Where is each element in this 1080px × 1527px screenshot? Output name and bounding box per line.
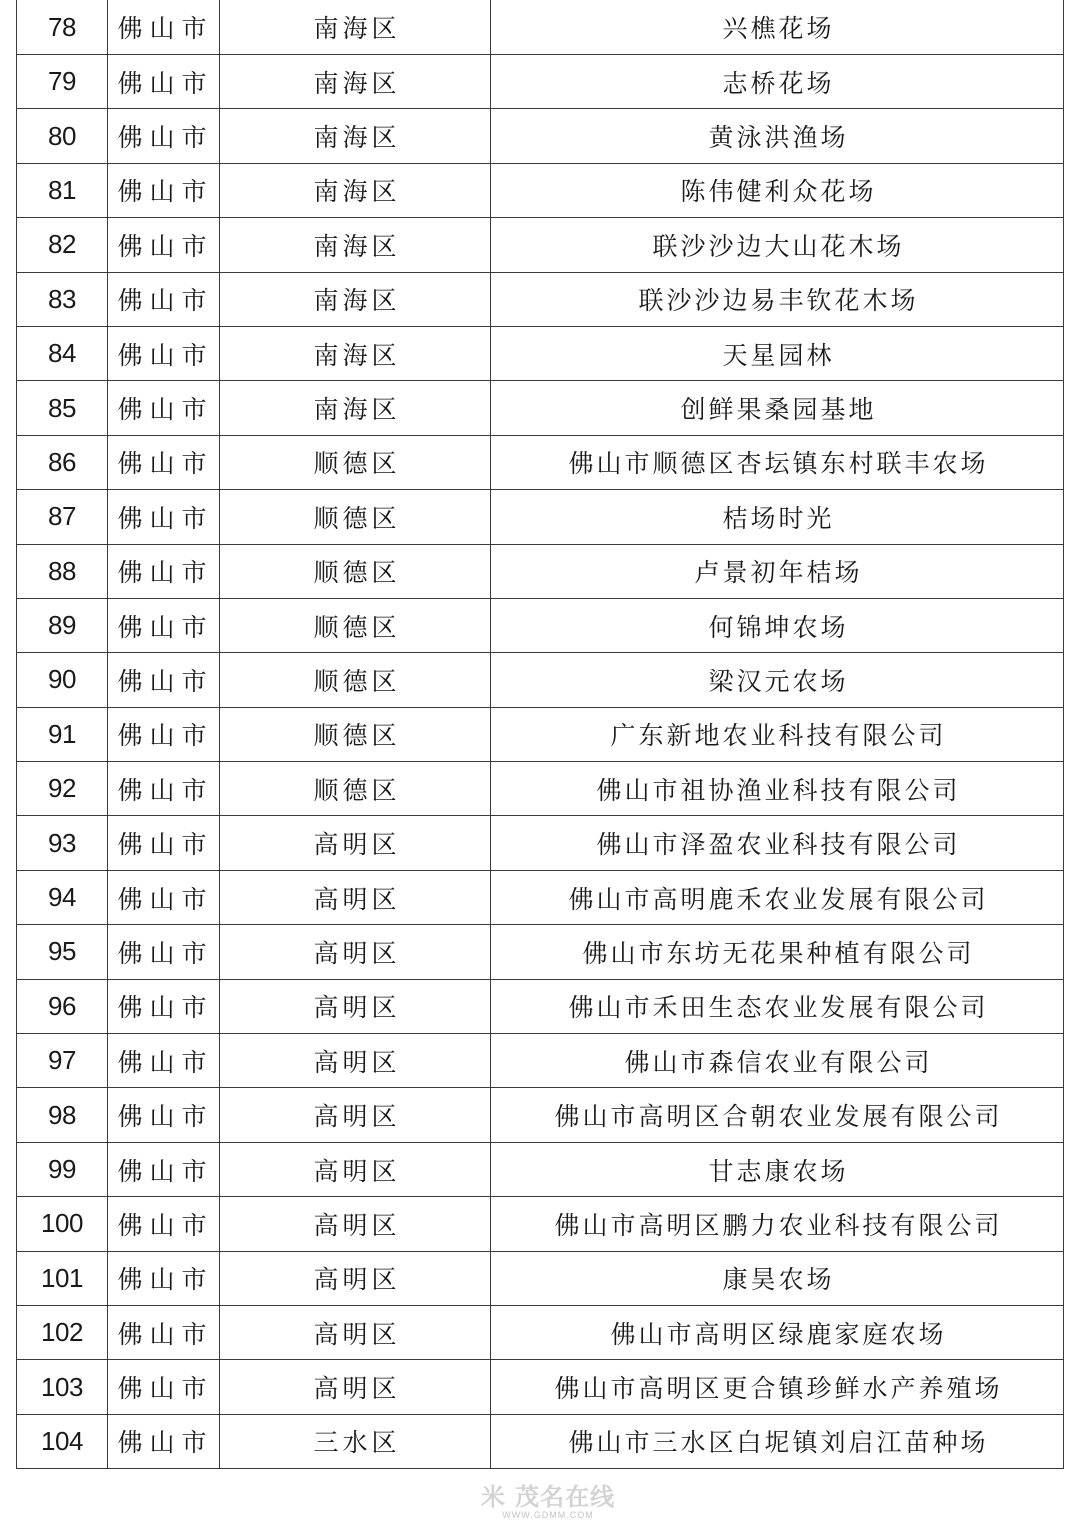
row-district: 南海区	[220, 381, 491, 435]
row-number: 81	[17, 163, 108, 217]
row-number: 80	[17, 109, 108, 163]
row-number: 92	[17, 762, 108, 816]
watermark-url: WWW.GDMM.COM	[502, 1510, 594, 1520]
table-row	[17, 272, 1064, 326]
row-number: 103	[17, 1360, 108, 1414]
row-city: 佛山市	[108, 1360, 220, 1414]
row-city: 佛山市	[108, 598, 220, 652]
table-row	[17, 1197, 1064, 1251]
row-city: 佛山市	[108, 1088, 220, 1142]
table-row	[17, 870, 1064, 924]
row-name: 佛山市高明区合朝农业发展有限公司	[491, 1088, 1064, 1142]
row-district: 南海区	[220, 109, 491, 163]
row-district: 高明区	[220, 979, 491, 1033]
row-name: 天星园林	[491, 326, 1064, 380]
table-row	[17, 1414, 1064, 1468]
row-district: 顺德区	[220, 762, 491, 816]
row-number: 86	[17, 435, 108, 489]
row-name: 何锦坤农场	[491, 598, 1064, 652]
row-city: 佛山市	[108, 326, 220, 380]
row-name: 梁汉元农场	[491, 653, 1064, 707]
row-district: 顺德区	[220, 544, 491, 598]
row-district: 南海区	[220, 272, 491, 326]
row-name: 佛山市泽盈农业科技有限公司	[491, 816, 1064, 870]
row-name: 甘志康农场	[491, 1142, 1064, 1196]
row-city: 佛山市	[108, 925, 220, 979]
row-city: 佛山市	[108, 1414, 220, 1468]
row-number: 99	[17, 1142, 108, 1196]
row-number: 100	[17, 1197, 108, 1251]
row-number: 104	[17, 1414, 108, 1468]
row-name: 佛山市顺德区杏坛镇东村联丰农场	[491, 435, 1064, 489]
row-number: 88	[17, 544, 108, 598]
row-number: 85	[17, 381, 108, 435]
table-row	[17, 653, 1064, 707]
row-district: 高明区	[220, 1142, 491, 1196]
row-number: 79	[17, 55, 108, 109]
row-city: 佛山市	[108, 435, 220, 489]
row-name: 佛山市东坊无花果种植有限公司	[491, 925, 1064, 979]
row-number: 91	[17, 707, 108, 761]
row-district: 高明区	[220, 1251, 491, 1305]
row-number: 96	[17, 979, 108, 1033]
row-name: 佛山市森信农业有限公司	[491, 1034, 1064, 1088]
row-name: 志桥花场	[491, 55, 1064, 109]
row-city: 佛山市	[108, 1251, 220, 1305]
row-district: 南海区	[220, 163, 491, 217]
table-row	[17, 381, 1064, 435]
row-number: 98	[17, 1088, 108, 1142]
row-city: 佛山市	[108, 163, 220, 217]
row-city: 佛山市	[108, 381, 220, 435]
table-row	[17, 163, 1064, 217]
table-row	[17, 1142, 1064, 1196]
row-name: 创鲜果桑园基地	[491, 381, 1064, 435]
row-number: 102	[17, 1305, 108, 1359]
row-name: 联沙沙边大山花木场	[491, 218, 1064, 272]
row-name: 佛山市三水区白坭镇刘启江苗种场	[491, 1414, 1064, 1468]
row-district: 高明区	[220, 925, 491, 979]
row-city: 佛山市	[108, 272, 220, 326]
watermark-logo: 米 茂名在线	[480, 1483, 616, 1511]
table-row	[17, 1034, 1064, 1088]
row-name: 佛山市高明区绿鹿家庭农场	[491, 1305, 1064, 1359]
row-name: 联沙沙边易丰钦花木场	[491, 272, 1064, 326]
row-city: 佛山市	[108, 707, 220, 761]
table-row	[17, 598, 1064, 652]
row-district: 顺德区	[220, 490, 491, 544]
row-district: 高明区	[220, 1088, 491, 1142]
row-district: 南海区	[220, 218, 491, 272]
row-name: 黄泳洪渔场	[491, 109, 1064, 163]
row-name: 佛山市高明鹿禾农业发展有限公司	[491, 870, 1064, 924]
table-body	[17, 0, 1064, 1469]
row-city: 佛山市	[108, 870, 220, 924]
row-number: 94	[17, 870, 108, 924]
row-city: 佛山市	[108, 109, 220, 163]
row-city: 佛山市	[108, 55, 220, 109]
site-watermark	[448, 1484, 648, 1524]
row-city: 佛山市	[108, 1142, 220, 1196]
row-district: 南海区	[220, 55, 491, 109]
row-district: 高明区	[220, 1305, 491, 1359]
table-row	[17, 55, 1064, 109]
table-row	[17, 0, 1064, 55]
table-row	[17, 326, 1064, 380]
row-name: 佛山市高明区鹏力农业科技有限公司	[491, 1197, 1064, 1251]
row-number: 83	[17, 272, 108, 326]
row-city: 佛山市	[108, 653, 220, 707]
row-number: 97	[17, 1034, 108, 1088]
row-district: 高明区	[220, 1360, 491, 1414]
row-city: 佛山市	[108, 816, 220, 870]
row-name: 兴樵花场	[491, 0, 1064, 55]
row-district: 高明区	[220, 870, 491, 924]
row-name: 桔场时光	[491, 490, 1064, 544]
table-row	[17, 435, 1064, 489]
row-number: 82	[17, 218, 108, 272]
row-district: 顺德区	[220, 598, 491, 652]
row-district: 顺德区	[220, 707, 491, 761]
table-row	[17, 490, 1064, 544]
row-city: 佛山市	[108, 0, 220, 55]
row-number: 95	[17, 925, 108, 979]
row-city: 佛山市	[108, 979, 220, 1033]
row-number: 101	[17, 1251, 108, 1305]
table-row	[17, 1305, 1064, 1359]
row-district: 南海区	[220, 0, 491, 55]
row-name: 卢景初年桔场	[491, 544, 1064, 598]
row-district: 高明区	[220, 1034, 491, 1088]
row-city: 佛山市	[108, 544, 220, 598]
row-number: 93	[17, 816, 108, 870]
row-district: 顺德区	[220, 653, 491, 707]
row-city: 佛山市	[108, 762, 220, 816]
row-city: 佛山市	[108, 1197, 220, 1251]
row-number: 89	[17, 598, 108, 652]
row-city: 佛山市	[108, 1034, 220, 1088]
row-district: 高明区	[220, 1197, 491, 1251]
row-name: 佛山市祖协渔业科技有限公司	[491, 762, 1064, 816]
row-number: 87	[17, 490, 108, 544]
row-number: 90	[17, 653, 108, 707]
row-name: 佛山市禾田生态农业发展有限公司	[491, 979, 1064, 1033]
row-name: 康昊农场	[491, 1251, 1064, 1305]
table-row	[17, 1251, 1064, 1305]
table-row	[17, 762, 1064, 816]
table-row	[17, 109, 1064, 163]
row-district: 高明区	[220, 816, 491, 870]
row-name: 佛山市高明区更合镇珍鲜水产养殖场	[491, 1360, 1064, 1414]
row-number: 84	[17, 326, 108, 380]
row-district: 顺德区	[220, 435, 491, 489]
farm-listing-table	[16, 0, 1064, 1469]
table-row	[17, 707, 1064, 761]
table-row	[17, 218, 1064, 272]
table-row	[17, 1088, 1064, 1142]
row-city: 佛山市	[108, 218, 220, 272]
table-row	[17, 816, 1064, 870]
table-row	[17, 925, 1064, 979]
table-row	[17, 544, 1064, 598]
row-city: 佛山市	[108, 1305, 220, 1359]
row-district: 三水区	[220, 1414, 491, 1468]
row-name: 广东新地农业科技有限公司	[491, 707, 1064, 761]
row-district: 南海区	[220, 326, 491, 380]
row-city: 佛山市	[108, 490, 220, 544]
row-number: 78	[17, 0, 108, 55]
row-name: 陈伟健利众花场	[491, 163, 1064, 217]
table-row	[17, 1360, 1064, 1414]
table-row	[17, 979, 1064, 1033]
